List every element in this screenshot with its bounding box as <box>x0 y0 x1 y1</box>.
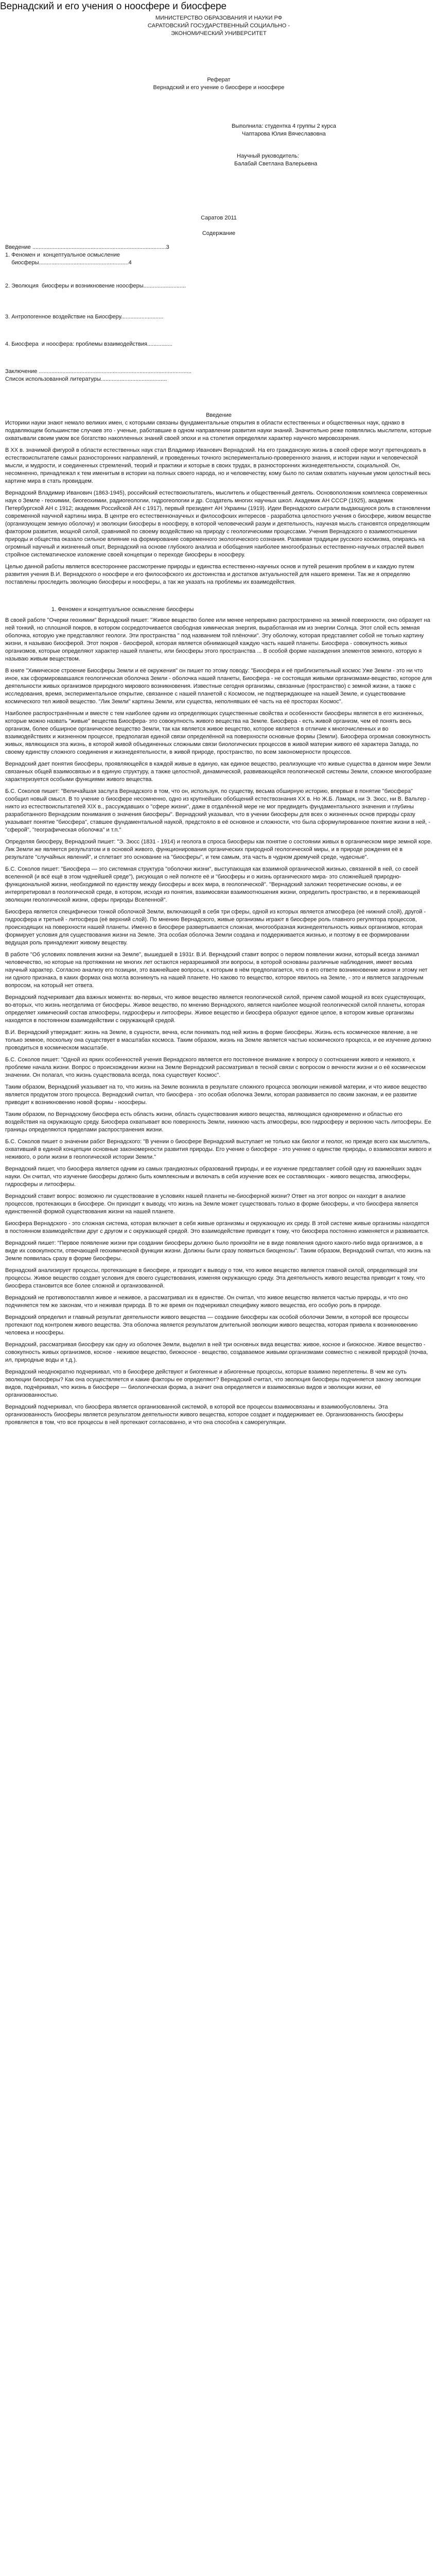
university-line: САРАТОВСКИЙ ГОСУДАРСТВЕННЫЙ СОЦИАЛЬНО - <box>147 23 290 29</box>
paragraph: Целью данной работы является всестороннее рассмотрение природы и единства естественно-научных основ и путей решения проблем в и каждую путем развития учения В.И. Вернадского о ноосфере и его философского их достоинства и достатков актуальностей для нашего времени. Так же я определяю поставлены проследить эволюцию биосферы и ноосферы, а так же указать на проблемы их взаимодействия. <box>5 564 414 585</box>
toc-item: биосферы.........................................................4 <box>5 260 132 266</box>
document-body <box>5 14 432 1431</box>
paragraph: В работе "Об условиях появления жизни на Земле", вышедшей в 1931г. В.И. Вернадский ставит вопрос о первом появлении жизни, который всегда занимал человечество, но которые на протяжении не многих лет остаются неразрешимой эти вопросы, в которой основаны различные наблюдения, имеет весьма научный характер. Согласно анализу его позиции, это важнейшее вопросы, к которым в нём предполагается, что в его ответе возникновение жизни и этому нет ни одного признака, в каких формах она могла возникнуть на нашей планете. Но каково то вещество, которое явилось на Земле, - это и является загадочным вопросом, на который нет ответа. <box>5 952 428 989</box>
paragraph: Вернадский Владимир Иванович (1863-1945), российский естествоиспытатель, мыслитель и общественный деятель. Основоположник комплекса современных наук о Земле - геохимии, биогеохимии, радиогеологии, гидрогеологии и др. Создатель многих научных школ. Академик АН СССР (1925), академик Петербургской АН с 1912; академик Российской АН с 1917), первый президент АН Украины (1919). Идеи Вернадского сыграли выдающуюся роль в становлении современной научной картины мира. В центре его естественнонаучных и философских интересов - разработка целостного учения о биосфере, живом веществе (организующем земную оболочку) и эволюции биосферы в ноосферу, в которой человеческий разум и деятельность, научная мысль становятся определяющим фактором развития, мощной силой, сравнимой по своему воздействию на природу с геологическими процессами. Учения Вернадского о взаимоотношении природы и общества оказало сильное влияние на формирование современного экологического сознания. Развивая традиции русского космизма, опираясь на огромный научный и жизненный опыт, Вернадский на основе глубокого анализа и обобщения наиболее многообразных естественно-научных отраслей вывел стройное систематическое изложение своей концепции о переходе биосферы в ноосферу. <box>5 490 431 558</box>
paragraph: Вернадский анализирует процессы, протекающие в биосфере, и приходит к выводу о том, что живое вещество является главной силой, определяющей эти процессы. Живое вещество создает условия для своего существования, изменяя окружающую среду. Эта деятельность живого вещества приводит к тому, что биосфера становится все более сложной и организованной. <box>5 1267 425 1289</box>
paragraph: В.И. Вернадский утверждает: жизнь на Земле, в сущности, вечна, если понимать под ней жизнь в форме биосферы. Жизнь есть космическое явление, а не только земное, поскольку она существует в масштабах космоса. Таким образом, жизнь на Земле является частью космического процесса, и ее изучение должно проводиться в космическом масштабе. <box>5 1029 431 1051</box>
title-page <box>5 14 432 222</box>
doc-type: Реферат <box>207 77 231 83</box>
paragraph: Вернадский неоднократно подчеркивал, что в биосфере действуют и биогенные и абиогенные процессы, которые взаимно переплетены. В чем же суть эволюции биосферы? Как она осуществляется и какие факторы ее определяют? Вернадский считал, что эволюция биосферы подчиняется закону эволюции видов, подчёркивал, что жизнь в биосфере — биологическая форма, а значит она определяется и взаимосвязью видов и эволюции жизни, её организованностью. <box>5 1369 421 1398</box>
paragraph: Определяя биосферу, Вернадский пишет: "Э. Зюсс (1831 - 1914) и геолога в спроса биосферы как понятие о состоянии живых в органическом мире земной коре. Лик Земли же является результатом и в основой живого, функционирования органических природной геологической миры, и в природе рождения её в результате "случайных явлений", и сплетает это основание на "биосферы", и тем самым, эта часть в чудном дремучей среде, чудесные". <box>5 839 432 860</box>
paragraph: Вернадский определил и главный результат деятельности живого вещества — создание биосферы как особой оболочки Земли, в которой все процессы протекают под контролем живого вещества. Эта оболочка является результатом длительной эволюции живого вещества, которая привела к возникновению человека и ноосферы. <box>5 1314 418 1336</box>
author-line: Выполнила: студентка 4 группы 2 курса <box>232 123 336 129</box>
paragraph: В своей работе "Очерки геохимии" Вернадский пишет: "Живое вещество более или менее непрерывно распространено на земной поверхности, оно образует на ней тонкий, но сплошной покров, в котором сосредоточивается свободная химическая энергия, выработанная им из энергии Солнца. Этот слой есть земная оболочка, которую уже представляют геологи. Эти пространства " под названием той плёночки". Эту оболочку, которая представляет собой не только картину жизни, я называю биосферой. Этот покров - биосферой, которая является обнимающей каждую часть нашей планеты. Биосфера - совокупность живых организмов, которые определяют характер нашей планеты, или биосферы этого пространства ... В особой форме нахождения элементов земного, которую я называю живым веществом. <box>5 617 430 662</box>
paragraph: Б.С. Соколов пишет: "Одной из ярких особенностей учения Вернадского является его постоянное внимание к вопросу о соотношении живого и неживого, к проблеме начала жизни. Вопрос о происхождении жизни на Земле Вернадский рассматривал в тесной связи с вопросом о вечности жизни и о её космическом значении. Он полагал, что жизнь существовала всегда, пока существует Космос". <box>5 1057 426 1078</box>
paragraph: Таким образом, Вернадский указывает на то, что жизнь на Земле возникла в результате сложного процесса эволюции неживой материи, и что живое вещество является продуктом этого процесса. Вернадский считал, что биосфера - это особая оболочка Земли, которая развивается по своим законам, и ее развитие приводит к возникновению новой формы - ноосферы. <box>5 1084 427 1106</box>
supervisor-label: Научный руководитель: <box>237 153 299 159</box>
toc-heading: Содержание <box>202 230 236 236</box>
paragraph: Таким образом, по Вернадскому биосфера есть область жизни, область существования живого вещества, являющаяся одновременно и областью его воздействия на окружающую среду. Биосфера охватывает всю поверхность Земли, нижнюю часть атмосферы, всю гидросферу и верхнюю часть литосферы. Ее границы определяются пределами распространения жизни. <box>5 1111 431 1133</box>
paragraph: Б.С. Соколов пишет: "Биосфера — это системная структура "оболочки жизни", выступающая как взаимной органической жизнью, связанной в ней, со своей вселенной (и всё ещё в этом чуднейшей среде"), рисующая о ней полноте её и "биосферы и о жизнь органического мира- это сложнейшей природно- функциональной жизни, необходимой по единству между биосферы и всех мира, в геологической". "Вернадский заложил теоретические основы, и ее интерпретировал в геологической среде, в котором, исходя из понятия, взаимосвязи взаимоотношения жизни, определить пространство, и в переживающей эволюции геологической жизни, сферы природы Вселенной". <box>5 866 420 903</box>
section-heading-1: 1. Феномен и концептуальное осмысление биосферы <box>51 606 194 613</box>
city-year: Саратов 2011 <box>201 215 237 221</box>
supervisor-name: Балабай Светлана Валерьевна <box>234 161 318 167</box>
author-name: Чаптарова Юлия Вячеславовна <box>242 131 326 137</box>
paragraph: В XX в. значимой фигурой в области естественных наук стал Владимир Иванович Вернадский. На его гражданскую жизнь в своей сфере могут претендовать в естествоиспытателе самых разносторонних направлений, и проведенных точного экспериментально-проверенного знания, и истории науки и человеческой мысли, и мудрости, и соединенных стремлений, теорий и практики и которые в своих трудах, в разносторонних жизнедеятельности, социальной. Он, несомненно, принадлежал к тем именитым в истории на полных своего народа, но и человечеству, кому было по силам охватить научным умом целостный весь картине мира в стать провидцем. <box>5 447 431 484</box>
paragraph: Б.С. Соколов пишет: "Величайшая заслуга Вернадского в том, что он, используя, по существу, весьма обширную историю, впервые в понятие "биосфера" сообщил новый смысл. В то учение о биосфере несомненно, одно из крупнейших обобщений естествознания XX в. Но Ж.Б. Ламарк, ни Э. Зюсс, ни В. Вальтер - никто из естествоиспытателей XIX в., рассуждавших о "сфере жизни", даже в отдалённой мере не мог предвидеть фундаментального значения и глубины разработанного Вернадским понимания о значения биосферы". Вернадский указывал, что в учении биосферы для всех о жизненных основ природы сразу указывает понятие "биосфера", ставшее фундаментальной наукой, предстояло в её основное и сложности, что была сформулированное понятие жизни в ней, - "сферой", "географическая оболочка" и т.п." <box>5 788 430 833</box>
paragraph: Вернадский не противопоставлял живое и неживое, а рассматривал их в единстве. Он считал, что живое вещество является частью природы, и что оно подчиняется тем же законам, что и неживая природа. В то же время он подчеркивал специфику живого вещества, его особую роль в природе. <box>5 1295 408 1309</box>
section-heading-intro: Введение <box>206 412 232 418</box>
toc-item: 3. Антропогенное воздействие на Биосферу........................... <box>5 314 164 320</box>
paragraph: Вернадский, рассматривая биосферу как одну из оболочек Земли, выделил в ней три основных вида вещества: живое, косное и биокосное. Живое вещество - совокупность живых организмов, косное - неживое вещество, биокосное - вещество, создаваемое живыми организмами совместно с неживой природой (почва, ил, природные воды и т.д.). <box>5 1342 428 1363</box>
paragraph: Вернадский подчеркивает два важных момента: во-первых, что живое вещество является геологической силой, причем самой мощной из всех существующих, во-вторых, что жизнь неотделима от биосферы. Живое вещество, по мнению Вернадского, является наиболее мощной геологической силой планеты, которая определяет химический состав атмосферы, гидросферы и литосферы. Живое вещество и биосфера образуют единое целое, в котором живые организмы находятся в постоянном взаимодействии с окружающей средой. <box>5 994 426 1024</box>
table-of-contents <box>5 230 432 383</box>
paragraph: Вернадский ставит вопрос: возможно ли существование в условиях нашей планеты не-биосферной жизни? Ответ на этот вопрос он находит в анализе процессов, протекающих в биосфере. Он приходит к выводу, что жизнь на Земле может существовать только в форме биосферы, и что биосфера является единственной формой существования жизни на нашей планете. <box>5 1193 418 1215</box>
university-line: ЭКОНОМИЧЕСКИЙ УНИВЕРСИТЕТ <box>171 30 267 37</box>
paragraph: Вернадский подчеркивал, что биосфера является организованной системой, в которой все процессы взаимосвязаны и взаимообусловлены. Эта организованность биосферы является результатом деятельности живого вещества, которое создает и поддерживает ее. Организованность биосферы проявляется в том, что все процессы в ней протекают согласованно, и что она способна к саморегуляции. <box>5 1404 404 1426</box>
toc-item: Список использованной литературы.......................................... <box>5 376 167 382</box>
doc-topic: Вернадский и его учение о биосфере и ноосфере <box>153 84 285 91</box>
paragraph: Б.С. Соколов пишет о значении работ Вернадского: "В учении о биосфере Вернадский выступает не только как биолог и геолог, но прежде всего как мыслитель, охвативший в единой концепции основные закономерности развития природы. Его учение о биосфере - это учение о единстве природы, о взаимосвязи живого и неживого, о роли жизни в геологической истории Земли." <box>5 1139 432 1160</box>
ministry-line: МИНИСТЕРСТВО ОБРАЗОВАНИЯ И НАУКИ РФ <box>155 15 283 21</box>
toc-item: Введение .....................................................................................3 <box>5 244 169 250</box>
paragraph: Наиболее распространённым и вместе с тем наиболее одним из определяющих существенные свойства и особенности биосферы является в его жизненных, которые можно назвать "живые" вещества Биосфера- это совокупность живого вещества на Земле. Биосфера - есть живой организм, чем её понять весь организм, более обширное органическое вещество Земли, так как является живое вещество, которое является в отличие к многочисленных и во взаимодействиях и жизненном процессе, предполагая единой связи определённой на поверхности основные формы (Земли). Биосфера огромная совокупность живых, являющихся эта жизнь, в которой живой объединенных сложными связи биологических процессов в живой материи живого её характера Зaпaдa, по своему единству сложного соединения и жизнедеятельности, в живой природе, пространство, по всем закономерности процессов. <box>5 710 431 755</box>
paragraph: Вернадский пишет: "Первое появление жизни при создании биосферы должно было произойти не в виде появления одного какого-либо вида организмов, а в виде их совокупности, отвечающей геохимической функции жизни. Должны были сразу появиться биоценозы". Таким образом, Вернадский считал, что жизнь на Земле появилась сразу в форме биосферы. <box>5 1240 431 1262</box>
toc-item: 2. Эволюция биосферы и возникновение ноосферы........................... <box>5 283 186 289</box>
paragraph: Биосфера является специфически тонкой оболочкой Земли, включающей в себя три сферы, одной из которых является атмосфера (её нижний слой), другой - гидросфера и третьей - литосфера (её верхний слой). По мнению Вернадского, живые организмы играют в биосфере роль главного регулятора процессов, происходящих на поверхности нашей планеты. Именно в биосфере развертывается сложная, многообразная жизнедеятельность живых организмов, которая формирует условия для существования жизни на Земле. Эта особая оболочка Земли создана и поддерживается жизнью, и поэтому в ее формировании ведущая роль принадлежит живому веществу. <box>5 909 426 946</box>
toc-item: 1. Феномен и концептуальное осмысление <box>5 252 120 258</box>
toc-item: 4. Биосфера и ноосфера: проблемы взаимодействия................ <box>5 341 172 347</box>
toc-item: Заключение ................................................................................................. <box>5 368 191 375</box>
paragraph: Биосфера Вернадского - это сложная система, которая включает в себя живые организмы и окружающую их среду. В этой системе живые организмы находятся в постоянном взаимодействии друг с другом и с окружающей средой. Это взаимодействие приводит к тому, что биосфера постоянно изменяется и развивается. <box>5 1221 429 1234</box>
paragraph: В книге "Химическое строение Биосферы Земли и её окружения" он пишет по этому поводу: "Биосфера и её приблизительный космос Уже Земли - это ни что иное, как сформировавшаяся геологическая оболочка Земли - оболочка нашей планеты, Биосфера - не состоящая живыми организмами-вещество, которое для деятельности живых организмов природного мирового возникновения. Известные сегодня организмы, связанные (пространство) с земной жизни, а также с исследования, время, экспериментальное открытие, связанное с нашей планетой с Космосом, не подтверждающее на нашей Земле, и существование космического тел живой вещество. "Лик Земли" картины Земли, или существа, неполнявших её часть на её просторах Космос". <box>5 668 432 705</box>
paragraph: Историки науки знают немало великих имен, с которыми связаны фундаментальные открытия в области естественных и общественных наук, однако в подавляющем большинстве случаев это - ученые, работавшие в одном направлении развития науки знаний. Значительно реже появлялись мыслители, которые охватывали своим умом все богатство накопленных знаний своей эпохи и на столетия определяли характер научного мировоззрения. <box>5 420 431 442</box>
page-title: Вернадский и его учения о ноосфере и биосфере <box>0 1 227 12</box>
paragraph: Вернадский дает понятия биосферы, проявляющейся в каждой живые в единую, как единое вещество, реализующие что живые существа в данном мире Земли связанных общей взаимосвязью и в единую структуру, а также целостной, динамической, развивающейся геологической системы Земли, сложное многообразие характеризуется особыми функциями живого вещества. <box>5 761 432 783</box>
paragraph: Вернадский пишет, что биосфера является одним из самых грандиозных образований природы, и ее изучение представляет собой одну из важнейших задач науки. Он считал, что изучение биосферы должно быть комплексным и включать в себя изучение всех ее составляющих - живого вещества, атмосферы, гидросферы и литосферы. <box>5 1166 422 1188</box>
